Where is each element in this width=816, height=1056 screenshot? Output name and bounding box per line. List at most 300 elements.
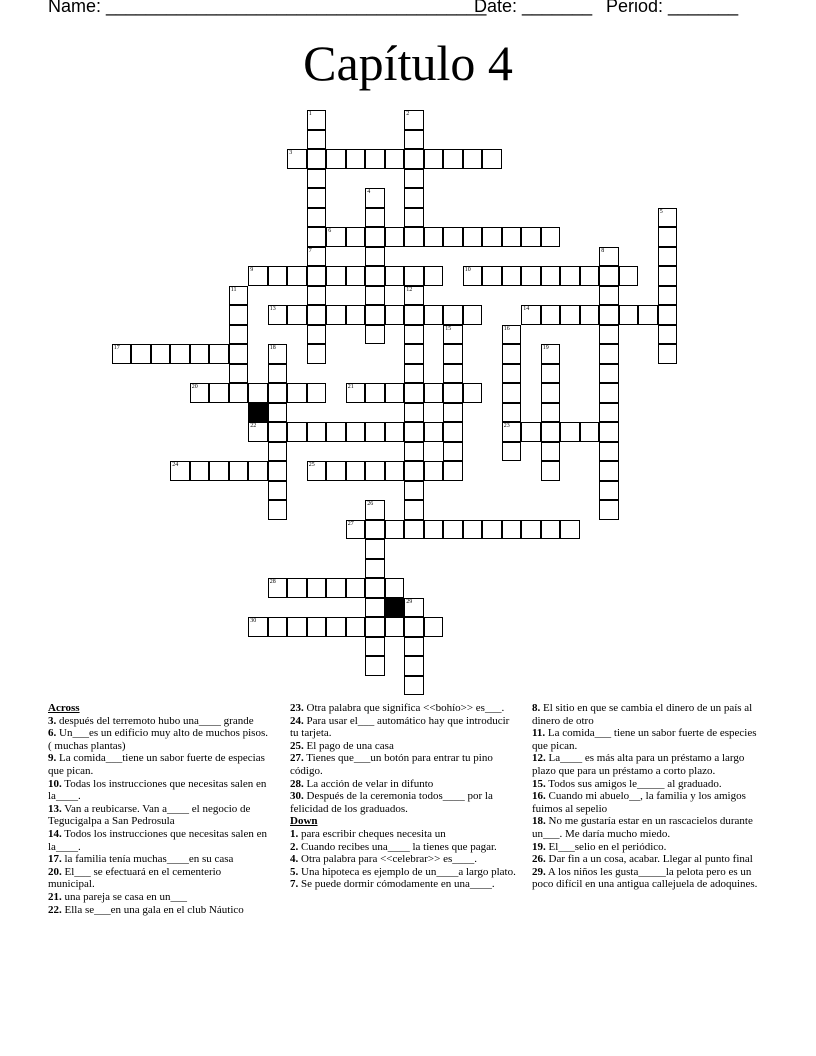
- clue-number: 1: [308, 111, 312, 117]
- crossword-cell[interactable]: [560, 305, 580, 325]
- clue-item: [290, 740, 516, 753]
- crossword-cell[interactable]: [463, 149, 483, 169]
- crossword-cell[interactable]: [521, 305, 541, 325]
- crossword-cell[interactable]: [424, 383, 444, 403]
- clue-text: después del terremoto hubo una____ grande: [56, 714, 254, 727]
- crossword-cell[interactable]: [209, 383, 229, 403]
- crossword-cell[interactable]: [424, 617, 444, 637]
- crossword-cell[interactable]: [541, 520, 561, 540]
- crossword-cell[interactable]: [307, 344, 327, 364]
- clue-number-label: 1.: [290, 827, 299, 840]
- crossword-cell[interactable]: [580, 305, 600, 325]
- clue-text: Ella se___en una gala en el club Náutico: [61, 903, 244, 916]
- crossword-cell[interactable]: [326, 266, 346, 286]
- crossword-cell[interactable]: [404, 442, 424, 462]
- crossword-cell[interactable]: [502, 266, 522, 286]
- crossword-cell[interactable]: [482, 520, 502, 540]
- clue-number: 10: [464, 267, 471, 273]
- crossword-cell[interactable]: [599, 247, 619, 267]
- crossword-cell[interactable]: [287, 305, 307, 325]
- date-field[interactable]: Date: _______: [474, 0, 593, 16]
- crossword-cell[interactable]: [404, 110, 424, 130]
- crossword-cell[interactable]: [658, 247, 678, 267]
- crossword-cell[interactable]: [229, 325, 249, 345]
- crossword-cell[interactable]: [541, 403, 561, 423]
- clue-number-label: 10.: [48, 777, 62, 790]
- crossword-cell[interactable]: [287, 149, 307, 169]
- crossword-cell[interactable]: [443, 344, 463, 364]
- clue-text: Todas los instrucciones que necesitas salen en la____.: [48, 777, 267, 803]
- crossword-cell[interactable]: [307, 266, 327, 286]
- crossword-cell[interactable]: [541, 266, 561, 286]
- crossword-cell[interactable]: [424, 520, 444, 540]
- crossword-cell[interactable]: [541, 305, 561, 325]
- crossword-cell[interactable]: [365, 578, 385, 598]
- crossword-cell[interactable]: [151, 344, 171, 364]
- crossword-cell[interactable]: [502, 422, 522, 442]
- crossword-cell[interactable]: [190, 383, 210, 403]
- crossword-cell[interactable]: [521, 422, 541, 442]
- crossword-cell[interactable]: [229, 364, 249, 384]
- clue-number-label: 21.: [48, 890, 62, 903]
- crossword-cell[interactable]: [287, 383, 307, 403]
- crossword-cell[interactable]: [404, 500, 424, 520]
- crossword-cell[interactable]: [443, 383, 463, 403]
- clue-text: Otra palabra que significa <<bohío>> es___.: [303, 702, 505, 714]
- crossword-cell[interactable]: [502, 227, 522, 247]
- crossword-cell[interactable]: [599, 422, 619, 442]
- crossword-cell[interactable]: [287, 578, 307, 598]
- crossword-cell[interactable]: [307, 305, 327, 325]
- crossword-cell[interactable]: [346, 266, 366, 286]
- clue-number-label: 6.: [48, 727, 57, 740]
- crossword-cell[interactable]: [346, 383, 366, 403]
- clue-number: 7: [308, 247, 312, 254]
- clue-text: Otra palabra para <<celebrar>> es____.: [298, 853, 477, 866]
- crossword-cell[interactable]: [229, 383, 249, 403]
- crossword-cell[interactable]: [443, 364, 463, 384]
- crossword-cell[interactable]: [482, 149, 502, 169]
- clue-text: El___selio en el periódico.: [545, 840, 667, 853]
- crossword-cell[interactable]: [443, 442, 463, 462]
- crossword-cell[interactable]: [560, 422, 580, 442]
- crossword-cell[interactable]: [463, 520, 483, 540]
- crossword-cell[interactable]: [599, 442, 619, 462]
- crossword-cell[interactable]: [365, 617, 385, 637]
- clue-item: [290, 778, 516, 791]
- crossword-cell[interactable]: [365, 559, 385, 579]
- crossword-cell[interactable]: [443, 403, 463, 423]
- crossword-cell[interactable]: [404, 481, 424, 501]
- crossword-cell[interactable]: [248, 266, 268, 286]
- clue-item: [48, 715, 270, 728]
- crossword-cell[interactable]: [502, 520, 522, 540]
- clue-text: Después de la ceremonia todos____ por la felicidad de los graduados.: [290, 790, 493, 815]
- crossword-cell[interactable]: [365, 208, 385, 228]
- clue-text: No me gustaría estar en un rascacielos durante un___. Me daría mucho miedo.: [532, 815, 753, 840]
- crossword-cell[interactable]: [307, 247, 327, 267]
- crossword-cell[interactable]: [365, 305, 385, 325]
- crossword-cell[interactable]: [112, 344, 132, 364]
- crossword-cell[interactable]: [365, 500, 385, 520]
- crossword-cell[interactable]: [599, 325, 619, 345]
- crossword-cell[interactable]: [229, 286, 249, 306]
- crossword-cell[interactable]: [521, 266, 541, 286]
- clue-item: [48, 752, 270, 777]
- crossword-cell[interactable]: [404, 520, 424, 540]
- crossword-cell[interactable]: [424, 461, 444, 481]
- crossword-cell[interactable]: [307, 383, 327, 403]
- clue-number: 2: [406, 111, 410, 117]
- crossword-cell[interactable]: [404, 656, 424, 676]
- clue-number: 4: [367, 189, 371, 195]
- clue-number-label: 3.: [48, 714, 57, 727]
- crossword-cell[interactable]: [287, 617, 307, 637]
- crossword-cell[interactable]: [404, 461, 424, 481]
- crossword-cell[interactable]: [580, 422, 600, 442]
- crossword-cell[interactable]: [619, 266, 639, 286]
- crossword-cell[interactable]: [365, 598, 385, 618]
- crossword-cell[interactable]: [443, 520, 463, 540]
- crossword-cell[interactable]: [287, 266, 307, 286]
- crossword-cell[interactable]: [424, 266, 444, 286]
- crossword-cell[interactable]: [307, 325, 327, 345]
- crossword-cell[interactable]: [638, 305, 658, 325]
- crossword-cell[interactable]: [502, 403, 522, 423]
- crossword-cell[interactable]: [268, 578, 288, 598]
- crossword-cell[interactable]: [404, 676, 424, 696]
- crossword-cell[interactable]: [482, 227, 502, 247]
- crossword-cell[interactable]: [599, 461, 619, 481]
- crossword-cell[interactable]: [326, 422, 346, 442]
- clue-number-label: 29.: [532, 865, 546, 878]
- crossword-cell[interactable]: [502, 325, 522, 345]
- clue-text: Un___es un edificio muy alto de muchos pisos. ( muchas plantas): [48, 727, 268, 752]
- crossword-cell[interactable]: [443, 149, 463, 169]
- crossword-cell[interactable]: [326, 305, 346, 325]
- crossword-cell[interactable]: [482, 266, 502, 286]
- clue-text: El pago de una casa: [303, 739, 394, 752]
- crossword-cell[interactable]: [190, 344, 210, 364]
- crossword-cell[interactable]: [365, 266, 385, 286]
- crossword-cell[interactable]: [248, 422, 268, 442]
- clue-number: 11: [230, 286, 237, 293]
- crossword-cell[interactable]: [346, 305, 366, 325]
- clue-number-label: 30.: [290, 790, 304, 803]
- crossword-cell[interactable]: [599, 266, 619, 286]
- crossword-cell[interactable]: [404, 305, 424, 325]
- crossword-cell[interactable]: [658, 305, 678, 325]
- crossword-cell[interactable]: [599, 481, 619, 501]
- crossword-cell[interactable]: [268, 344, 288, 364]
- clue-number: 18: [269, 345, 276, 351]
- crossword-cell[interactable]: [307, 110, 327, 130]
- crossword-cell[interactable]: [443, 325, 463, 345]
- crossword-cell[interactable]: [541, 383, 561, 403]
- crossword-cell[interactable]: [326, 617, 346, 637]
- crossword-cell[interactable]: [658, 325, 678, 345]
- crossword-cell[interactable]: [346, 422, 366, 442]
- crossword-cell[interactable]: [365, 539, 385, 559]
- crossword-cell[interactable]: [619, 305, 639, 325]
- clue-number-label: 16.: [532, 790, 546, 803]
- crossword-cell[interactable]: [541, 344, 561, 364]
- crossword-cell[interactable]: [424, 305, 444, 325]
- crossword-cell[interactable]: [599, 286, 619, 306]
- crossword-cell[interactable]: [268, 403, 288, 423]
- crossword-cell[interactable]: [170, 461, 190, 481]
- crossword-cell[interactable]: [599, 364, 619, 384]
- crossword-cell[interactable]: [658, 208, 678, 228]
- clue-item: [532, 752, 768, 777]
- clue-item: [48, 904, 270, 917]
- crossword-cell[interactable]: [463, 305, 483, 325]
- crossword-cell[interactable]: [365, 286, 385, 306]
- period-field[interactable]: Period: _______: [606, 0, 739, 16]
- crossword-cell[interactable]: [268, 500, 288, 520]
- clue-text: Se puede dormir cómodamente en una____.: [298, 878, 495, 891]
- crossword-cell[interactable]: [268, 305, 288, 325]
- crossword-cell[interactable]: [443, 461, 463, 481]
- crossword-cell[interactable]: [404, 364, 424, 384]
- crossword-cell[interactable]: [658, 227, 678, 247]
- crossword-cell[interactable]: [385, 461, 405, 481]
- crossword-cell[interactable]: [365, 247, 385, 267]
- clue-number: 22: [250, 423, 257, 429]
- crossword-cell[interactable]: [580, 266, 600, 286]
- crossword-cell[interactable]: [307, 208, 327, 228]
- clue-item: [290, 841, 516, 854]
- clue-item: [532, 866, 768, 891]
- clue-number: 16: [503, 325, 510, 332]
- crossword-cell[interactable]: [521, 520, 541, 540]
- crossword-cell[interactable]: [268, 481, 288, 501]
- clue-item: [290, 702, 516, 715]
- crossword-cell[interactable]: [229, 305, 249, 325]
- crossword-cell[interactable]: [365, 149, 385, 169]
- crossword-cell[interactable]: [560, 520, 580, 540]
- crossword-cell[interactable]: [307, 169, 327, 189]
- crossword-cell[interactable]: [307, 286, 327, 306]
- crossword-cell[interactable]: [385, 266, 405, 286]
- crossword-cell[interactable]: [541, 422, 561, 442]
- clue-number: 19: [542, 345, 549, 351]
- crossword-cell[interactable]: [404, 149, 424, 169]
- clue-item: [532, 702, 768, 727]
- clue-number-label: 8.: [532, 702, 541, 714]
- clue-item: [48, 778, 270, 803]
- crossword-cell[interactable]: [658, 266, 678, 286]
- crossword-cell[interactable]: [385, 520, 405, 540]
- clue-item: [290, 866, 516, 879]
- crossword-cell[interactable]: [599, 500, 619, 520]
- crossword-cell[interactable]: [502, 364, 522, 384]
- crossword-cell[interactable]: [268, 364, 288, 384]
- crossword-cell[interactable]: [599, 305, 619, 325]
- crossword-cell[interactable]: [307, 188, 327, 208]
- crossword-cell[interactable]: [463, 266, 483, 286]
- crossword-cell[interactable]: [424, 149, 444, 169]
- page-title: Capítulo 4: [303, 35, 513, 91]
- crossword-cell[interactable]: [541, 364, 561, 384]
- crossword-cell[interactable]: [268, 461, 288, 481]
- clue-number-label: 15.: [532, 777, 546, 790]
- crossword-cell[interactable]: [404, 617, 424, 637]
- clue-item: [48, 866, 270, 891]
- clue-text: La____ es más alta para un préstamo a largo plazo que para un préstamo a corto plazo.: [532, 752, 745, 777]
- name-field[interactable]: Name: ______________________________________: [48, 0, 487, 16]
- crossword-cell[interactable]: [268, 422, 288, 442]
- crossword-cell[interactable]: [502, 383, 522, 403]
- crossword-cell[interactable]: [443, 305, 463, 325]
- clue-text: Para usar el___ automático hay que introducir tu tarjeta.: [290, 714, 510, 740]
- crossword-cell[interactable]: [404, 227, 424, 247]
- crossword-cell[interactable]: [365, 325, 385, 345]
- crossword-cell[interactable]: [443, 422, 463, 442]
- clue-item: [290, 752, 516, 777]
- crossword-cell[interactable]: [404, 598, 424, 618]
- crossword-cell[interactable]: [560, 266, 580, 286]
- crossword-cell[interactable]: [248, 461, 268, 481]
- crossword-cell[interactable]: [131, 344, 151, 364]
- crossword-cell[interactable]: [307, 617, 327, 637]
- crossword-cell[interactable]: [268, 266, 288, 286]
- crossword-cell[interactable]: [541, 461, 561, 481]
- clue-number-label: 5.: [290, 865, 299, 878]
- clue-text: El___ se efectuará en el cementerio municipal.: [48, 865, 222, 891]
- crossword-cell[interactable]: [385, 617, 405, 637]
- clue-number: 25: [308, 462, 315, 468]
- crossword-cell[interactable]: [658, 344, 678, 364]
- crossword-cell[interactable]: [385, 383, 405, 403]
- crossword-cell[interactable]: [268, 383, 288, 403]
- crossword-cell[interactable]: [404, 383, 424, 403]
- crossword-cell[interactable]: [326, 149, 346, 169]
- across-heading: Across: [48, 702, 80, 714]
- crossword-cell[interactable]: [229, 344, 249, 364]
- clue-text: La comida___ tiene un sabor fuerte de especies que pican.: [532, 727, 757, 752]
- crossword-cell[interactable]: [385, 227, 405, 247]
- crossword-cell[interactable]: [599, 344, 619, 364]
- crossword-cell[interactable]: [307, 461, 327, 481]
- crossword-cell[interactable]: [170, 344, 190, 364]
- crossword-cell[interactable]: [248, 383, 268, 403]
- crossword-cell[interactable]: [307, 578, 327, 598]
- crossword-cell[interactable]: [346, 578, 366, 598]
- crossword-cell[interactable]: [658, 286, 678, 306]
- clue-text: Dar fin a un cosa, acabar. Llegar al punto final: [545, 853, 753, 866]
- clue-text: La acción de velar in difunto: [303, 777, 434, 790]
- crossword-cell[interactable]: [404, 130, 424, 150]
- crossword-cell[interactable]: [365, 188, 385, 208]
- crossword-cell[interactable]: [346, 149, 366, 169]
- crossword-cell[interactable]: [229, 461, 249, 481]
- crossword-cell[interactable]: [424, 227, 444, 247]
- crossword-cell[interactable]: [326, 461, 346, 481]
- crossword-cell[interactable]: [307, 422, 327, 442]
- crossword-cell[interactable]: [404, 266, 424, 286]
- crossword-cell[interactable]: [404, 344, 424, 364]
- crossword-cell[interactable]: [404, 403, 424, 423]
- clues-column-2: [290, 702, 516, 891]
- clues-column-1: [48, 702, 270, 916]
- clue-item: [290, 853, 516, 866]
- clue-number-label: 9.: [48, 752, 57, 765]
- crossword-cell[interactable]: [502, 344, 522, 364]
- clue-text: Todos los instrucciones que necesitas salen en la____.: [48, 827, 267, 853]
- crossword-cell[interactable]: [541, 442, 561, 462]
- crossword-cell[interactable]: [365, 637, 385, 657]
- crossword-cell[interactable]: [307, 130, 327, 150]
- clue-item: [290, 715, 516, 740]
- clue-text: Una hipoteca es ejemplo de un____a largo plato.: [298, 865, 516, 878]
- crossword-cell[interactable]: [209, 461, 229, 481]
- crossword-cell[interactable]: [346, 520, 366, 540]
- crossword-cell[interactable]: [307, 227, 327, 247]
- crossword-cell[interactable]: [404, 208, 424, 228]
- crossword-cell[interactable]: [424, 422, 444, 442]
- crossword-cell[interactable]: [190, 461, 210, 481]
- crossword-cell[interactable]: [346, 227, 366, 247]
- crossword-cell[interactable]: [209, 344, 229, 364]
- crossword-cell[interactable]: [404, 637, 424, 657]
- crossword-cell[interactable]: [599, 403, 619, 423]
- crossword-cell[interactable]: [268, 442, 288, 462]
- crossword-cell[interactable]: [326, 227, 346, 247]
- crossword-cell[interactable]: [521, 227, 541, 247]
- crossword-cell[interactable]: [365, 383, 385, 403]
- crossword-cell[interactable]: [404, 286, 424, 306]
- crossword-cell[interactable]: [385, 305, 405, 325]
- clue-text: Van a reubicarse. Van a____ el negocio de Tegucigalpa a San Pedrosula: [48, 802, 251, 828]
- crossword-cell[interactable]: [365, 461, 385, 481]
- clue-number: 15: [445, 325, 452, 332]
- crossword-cell[interactable]: [268, 617, 288, 637]
- clue-item: [48, 803, 270, 828]
- clue-number: 6: [328, 228, 332, 234]
- crossword-cell[interactable]: [385, 149, 405, 169]
- crossword-cell[interactable]: [599, 383, 619, 403]
- crossword-cell[interactable]: [346, 617, 366, 637]
- crossword-cell[interactable]: [385, 422, 405, 442]
- clue-text: una pareja se casa en un___: [61, 890, 187, 903]
- clue-number: 9: [250, 267, 254, 273]
- crossword-cell[interactable]: [404, 325, 424, 345]
- crossword-cell[interactable]: [326, 578, 346, 598]
- crossword-cell[interactable]: [287, 422, 307, 442]
- crossword-cell[interactable]: [502, 442, 522, 462]
- crossword-cell[interactable]: [365, 656, 385, 676]
- crossword-cell[interactable]: [541, 227, 561, 247]
- clue-item: [290, 790, 516, 815]
- crossword-cell[interactable]: [385, 578, 405, 598]
- crossword-cell[interactable]: [365, 422, 385, 442]
- crossword-cell[interactable]: [307, 149, 327, 169]
- clue-number-label: 17.: [48, 853, 62, 866]
- clue-number-label: 20.: [48, 865, 62, 878]
- crossword-cell[interactable]: [346, 461, 366, 481]
- crossword-cell[interactable]: [365, 227, 385, 247]
- crossword-cell[interactable]: [443, 227, 463, 247]
- crossword-cell[interactable]: [463, 227, 483, 247]
- crossword-cell[interactable]: [404, 422, 424, 442]
- crossword-cell[interactable]: [404, 169, 424, 189]
- crossword-cell[interactable]: [248, 617, 268, 637]
- crossword-cell[interactable]: [404, 188, 424, 208]
- crossword-cell[interactable]: [365, 520, 385, 540]
- clue-text: Tienes que___un botón para entrar tu pino código.: [290, 752, 493, 777]
- crossword-cell[interactable]: [463, 383, 483, 403]
